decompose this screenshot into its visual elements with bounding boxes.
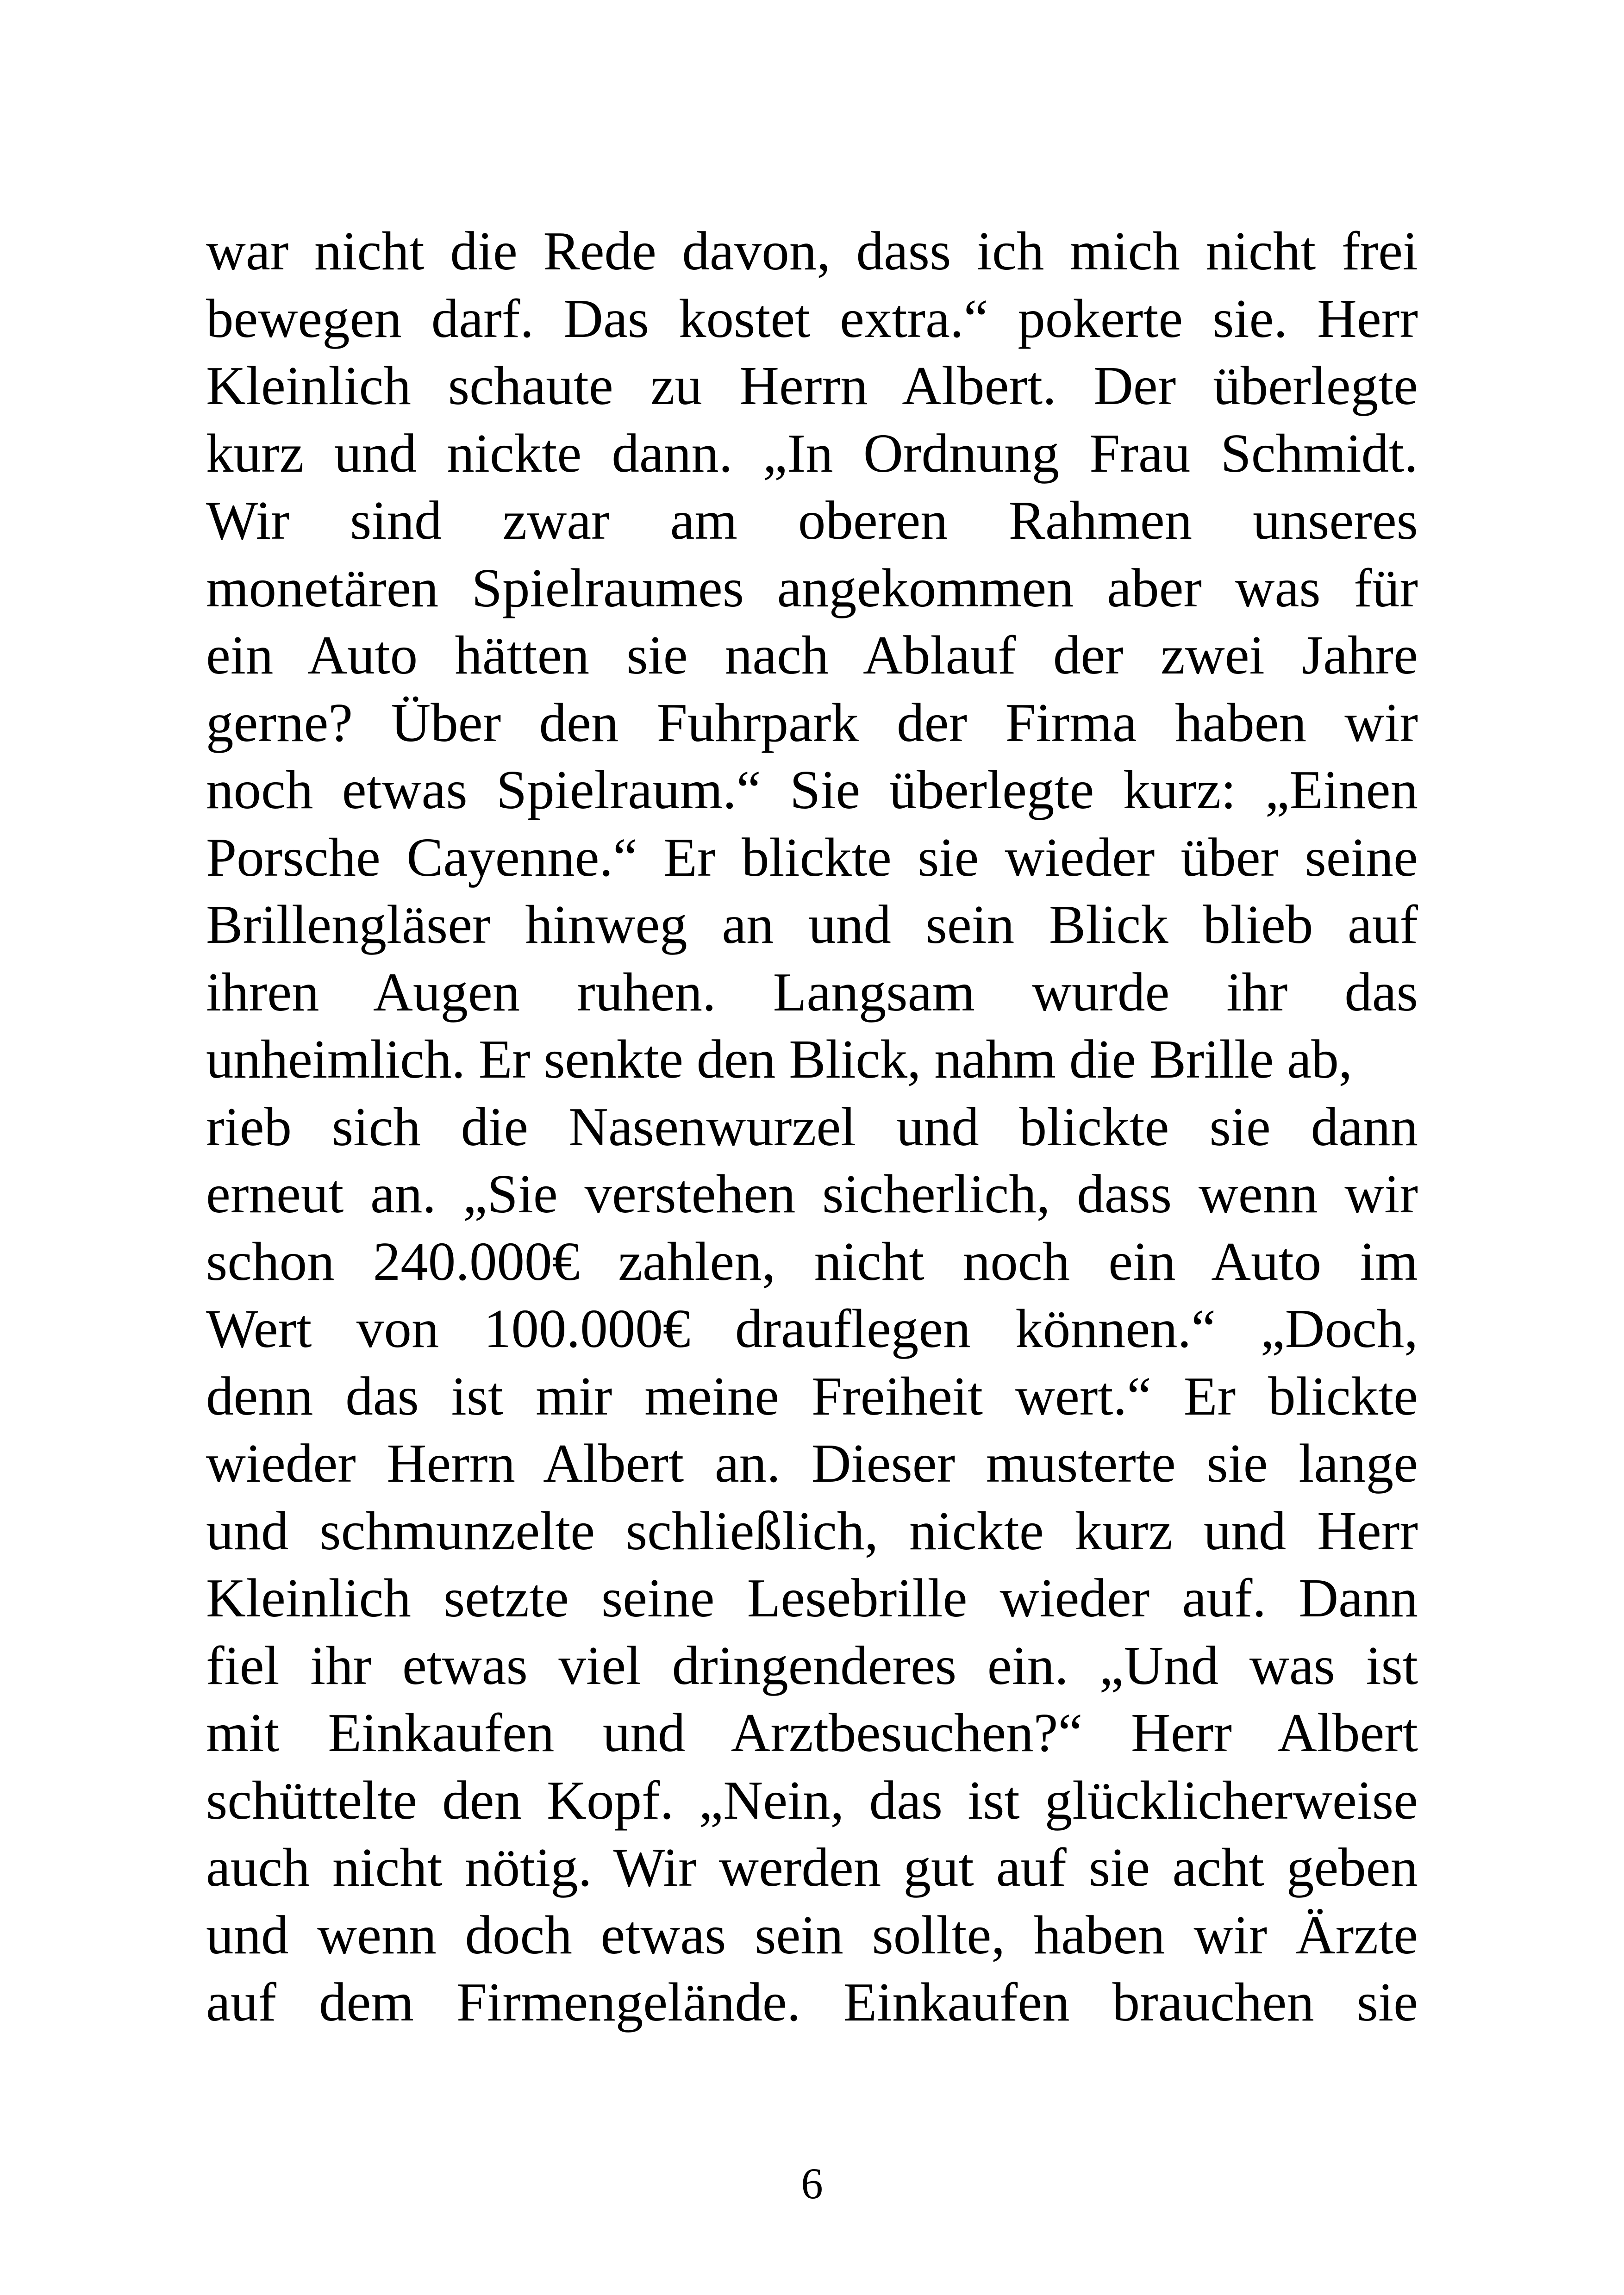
text-line: erneut an. „Sie verstehen sicherlich, dass wenn wir [206, 1163, 1418, 1224]
page-number: 6 [801, 2159, 823, 2208]
body-text [206, 218, 1418, 2036]
text-line: noch etwas Spielraum.“ Sie überlegte kurz: „Einen [206, 759, 1418, 820]
text-line: wieder Herrn Albert an. Dieser musterte sie lange [206, 1433, 1418, 1494]
text-line: Kleinlich setzte seine Lesebrille wieder auf. Dann [206, 1567, 1418, 1628]
text-line: ihren Augen ruhen. Langsam wurde ihr das [206, 961, 1418, 1023]
text-line: Brillengläser hinweg an und sein Blick blieb auf [206, 894, 1418, 955]
text-line: Kleinlich schaute zu Herrn Albert. Der überlegte [206, 355, 1418, 416]
text-line: und schmunzelte schließlich, nickte kurz und Herr [206, 1500, 1418, 1561]
text-line: bewegen darf. Das kostet extra.“ pokerte sie. Herr [206, 287, 1418, 349]
text-line: schon 240.000€ zahlen, nicht noch ein Auto im [206, 1230, 1418, 1292]
text-line: schüttelte den Kopf. „Nein, das ist glücklicherweise [206, 1769, 1418, 1831]
text-line: war nicht die Rede davon, dass ich mich nicht frei [206, 220, 1418, 281]
text-line: auf dem Firmengelände. Einkaufen brauchen sie [206, 1971, 1418, 2033]
text-line: mit Einkaufen und Arztbesuchen?“ Herr Albert [206, 1702, 1418, 1763]
text-line: Porsche Cayenne.“ Er blickte sie wieder über seine [206, 826, 1418, 888]
text-line: monetären Spielraumes angekommen aber was für [206, 557, 1418, 618]
text-line: denn das ist mir meine Freiheit wert.“ Er blickte [206, 1365, 1418, 1427]
text-line: ein Auto hätten sie nach Ablauf der zwei Jahre [206, 624, 1418, 686]
text-line: fiel ihr etwas viel dringenderes ein. „Und was ist [206, 1634, 1418, 1696]
text-line: rieb sich die Nasenwurzel und blickte sie dann [206, 1096, 1418, 1157]
text-line: Wir sind zwar am oberen Rahmen unseres [206, 490, 1418, 551]
text-line: Wert von 100.000€ drauflegen können.“ „Doch, [206, 1298, 1418, 1359]
text-line: unheimlich. Er senkte den Blick, nahm die Brille ab, [206, 1029, 1352, 1090]
text-line: auch nicht nötig. Wir werden gut auf sie acht geben [206, 1837, 1418, 1898]
text-line: und wenn doch etwas sein sollte, haben wir Ärzte [206, 1904, 1418, 1965]
text-line: gerne? Über den Fuhrpark der Firma haben wir [206, 692, 1418, 753]
text-line: kurz und nickte dann. „In Ordnung Frau Schmidt. [206, 422, 1418, 484]
